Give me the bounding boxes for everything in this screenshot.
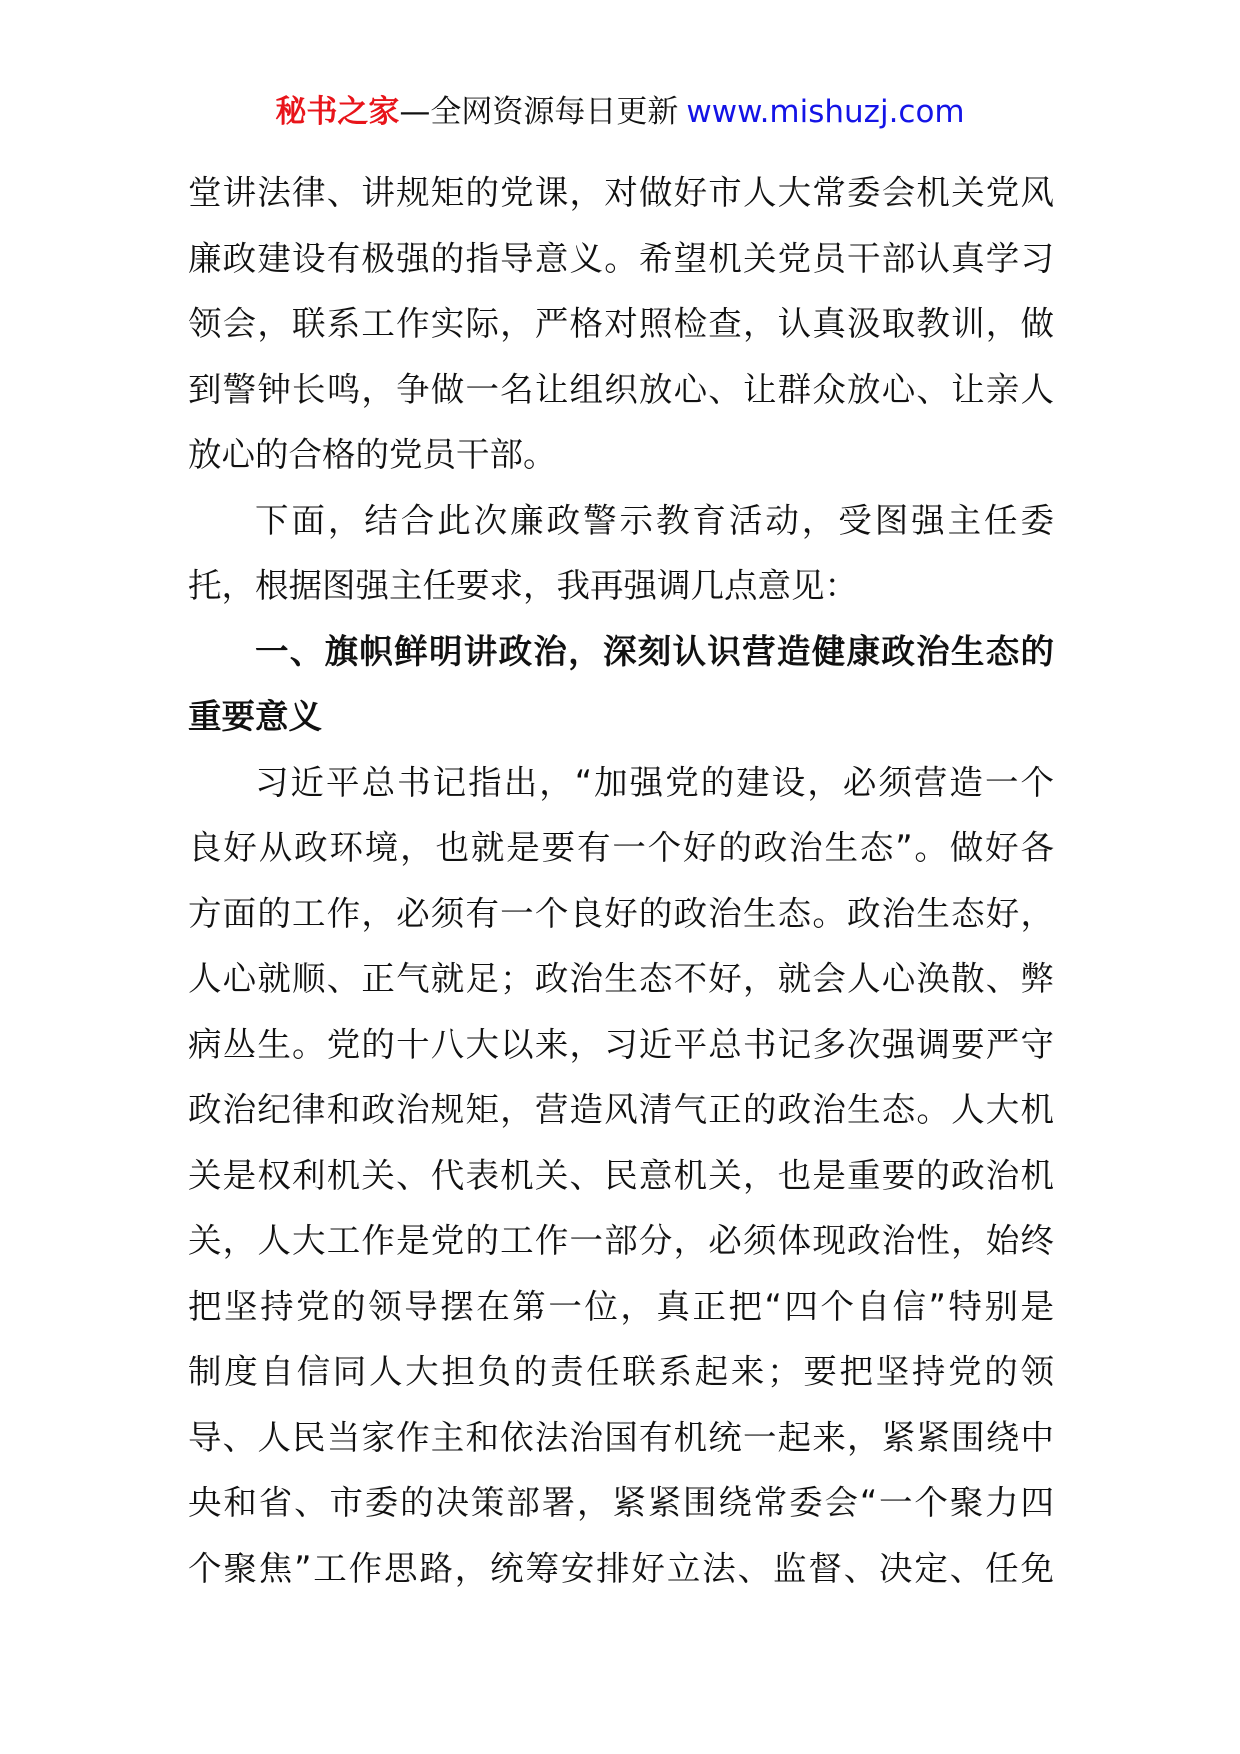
body-line: 央和省、市委的决策部署，紧紧围绕常委会“一个聚力四 (188, 1483, 1054, 1522)
body-line: 廉政建设有极强的指导意义。希望机关党员干部认真学习 (188, 238, 1054, 278)
section-heading: 重要意义 (188, 697, 322, 736)
body-line: 病丛生。党的十八大以来，习近平总书记多次强调要严守 (188, 1024, 1054, 1064)
body-line: 托，根据图强主任要求，我再强调几点意见： (188, 566, 858, 605)
body-line: 方面的工作，必须有一个良好的政治生态。政治生态好， (188, 893, 1054, 933)
body-line: 政治纪律和政治规矩，营造风清气正的政治生态。人大机 (188, 1090, 1054, 1129)
site-url-link[interactable]: www.mishuzj.com (686, 94, 965, 130)
site-tagline: —全网资源每日更新 (399, 94, 679, 130)
body-line: 制度自信同人大担负的责任联系起来；要把坚持党的领 (188, 1352, 1054, 1391)
body-line: 下面，结合此次廉政警示教育活动，受图强主任委 (255, 500, 1054, 540)
body-line: 良好从政环境，也就是要有一个好的政治生态”。做好各 (188, 828, 1054, 867)
body-line: 领会，联系工作实际，严格对照检查，认真汲取教训，做 (188, 304, 1054, 343)
body-line: 放心的合格的党员干部。 (188, 435, 557, 474)
site-header (0, 92, 1240, 132)
body-line: 把坚持党的领导摆在第一位，真正把“四个自信”特别是 (188, 1286, 1054, 1326)
body-line: 人心就顺、正气就足；政治生态不好，就会人心涣散、弊 (188, 959, 1054, 998)
body-line: 导、人民当家作主和依法治国有机统一起来，紧紧围绕中 (188, 1417, 1054, 1457)
body-line: 到警钟长鸣，争做一名让组织放心、让群众放心、让亲人 (188, 369, 1054, 409)
body-line: 习近平总书记指出，“加强党的建设，必须营造一个 (255, 762, 1054, 802)
site-brand: 秘书之家 (275, 94, 400, 130)
body-line: 关是权利机关、代表机关、民意机关，也是重要的政治机 (188, 1155, 1054, 1195)
body-line: 个聚焦”工作思路，统筹安排好立法、监督、决定、任免 (188, 1548, 1054, 1588)
section-heading: 一、旗帜鲜明讲政治，深刻认识营造健康政治生态的 (255, 631, 1054, 671)
document-body (188, 160, 1054, 1601)
body-line: 关，人大工作是党的工作一部分，必须体现政治性，始终 (188, 1221, 1054, 1260)
body-line: 堂讲法律、讲规矩的党课，对做好市人大常委会机关党风 (188, 173, 1054, 212)
